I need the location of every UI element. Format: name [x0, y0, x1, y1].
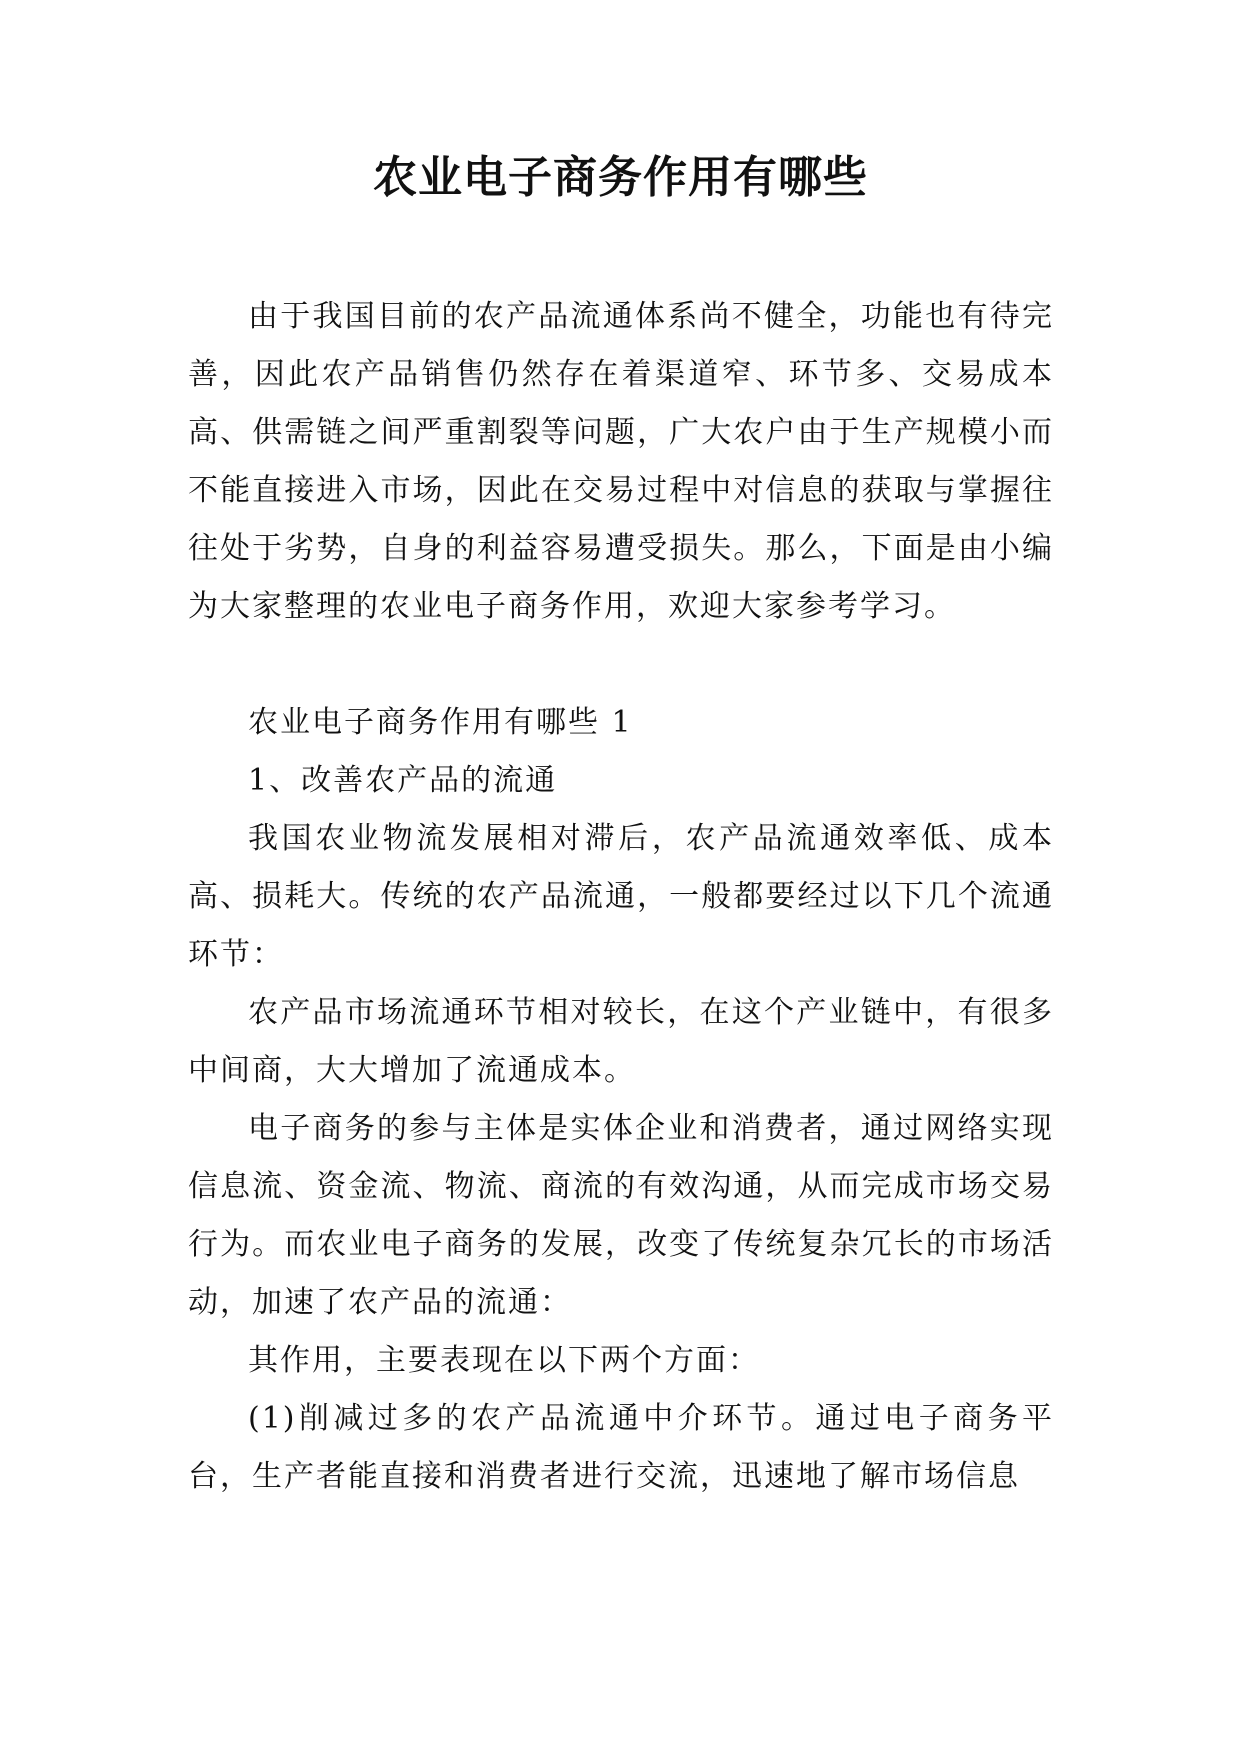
body-paragraph-2: 农产品市场流通环节相对较长，在这个产业链中，有很多中间商，大大增加了流通成本。	[188, 995, 1054, 1088]
paragraph-spacer	[188, 636, 1054, 694]
document-title: 农业电子商务作用有哪些	[373, 152, 868, 203]
intro-paragraph: 由于我国目前的农产品流通体系尚不健全，功能也有待完善，因此农产品销售仍然存在着渠道窄、环节多、交易成本高、供需链之间严重割裂等问题，广大农户由于生产规模小而不能直接进入市场，因此在交易过程中对信息的获取与掌握往往处于劣势，自身的利益容易遭受损失。那么，下面是由小编为大家整理的农业电子商务作用，欢迎大家参考学习。	[188, 299, 1054, 624]
body-paragraph-1: 我国农业物流发展相对滞后，农产品流通效率低、成本高、损耗大。传统的农产品流通，一般都要经过以下几个流通环节：	[188, 821, 1054, 972]
section-heading: 农业电子商务作用有哪些 1	[248, 705, 633, 740]
document-body	[188, 288, 1054, 1506]
body-paragraph-3: 电子商务的参与主体是实体企业和消费者，通过网络实现信息流、资金流、物流、商流的有效沟通，从而完成市场交易行为。而农业电子商务的发展，改变了传统复杂冗长的市场活动，加速了农产品的流通：	[188, 1111, 1054, 1320]
body-paragraph-4: 其作用，主要表现在以下两个方面：	[248, 1343, 760, 1378]
subheading: 1、改善农产品的流通	[248, 763, 558, 798]
body-paragraph-5: (1)削减过多的农产品流通中介环节。通过电子商务平台，生产者能直接和消费者进行交流，迅速地了解市场信息	[188, 1401, 1054, 1494]
